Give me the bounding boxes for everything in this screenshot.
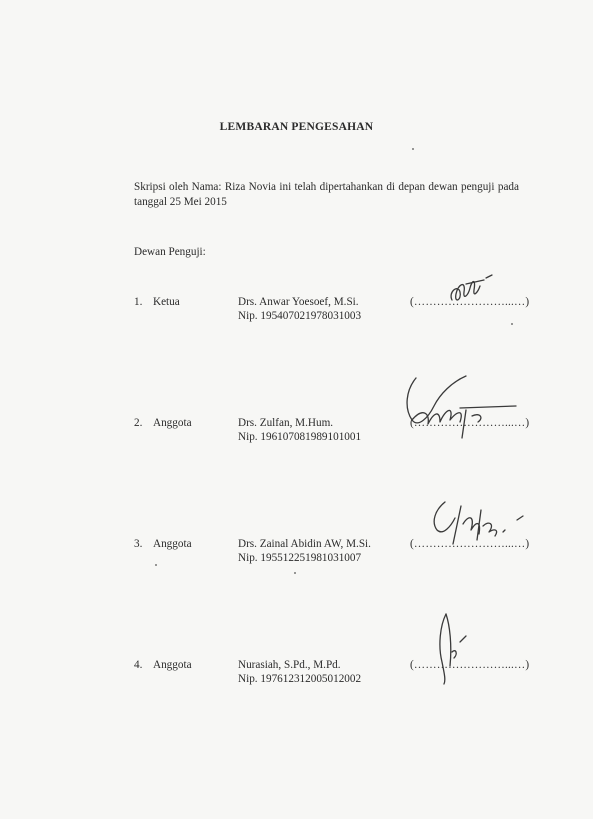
examiner-role: Anggota <box>153 417 192 429</box>
examiner-details <box>238 416 361 444</box>
examiner-nip: Nip. 196107081989101001 <box>238 431 362 443</box>
signature-image <box>432 606 482 686</box>
scan-speck <box>511 323 513 325</box>
examiner-role: Anggota <box>153 659 192 671</box>
examiner-name: Drs. Zainal Abidin AW, M.Si. <box>238 538 371 550</box>
examiner-details <box>238 295 361 323</box>
page-title: LEMBARAN PENGESAHAN <box>219 121 374 133</box>
signature-line: (……………………...…) <box>410 538 530 550</box>
examiner-name: Drs. Zulfan, M.Hum. <box>238 417 334 429</box>
examiner-number: 4. <box>134 659 143 671</box>
signature-line: (……………………...…) <box>410 296 530 308</box>
signature-line: (……………………...…) <box>410 659 530 671</box>
examiner-role: Ketua <box>153 296 180 308</box>
signature-image <box>440 270 500 310</box>
examiner-details <box>238 537 371 565</box>
examiner-nip: Nip. 197612312005012002 <box>238 673 362 685</box>
examiner-name: Nurasiah, S.Pd., M.Pd. <box>238 659 341 671</box>
examiner-details <box>238 658 361 686</box>
signature-line: (……………………...…) <box>410 417 530 429</box>
examiner-nip: Nip. 195512251981031007 <box>238 552 362 564</box>
scan-speck <box>155 564 157 566</box>
examiner-number: 2. <box>134 417 143 429</box>
panel-label: Dewan Penguji: <box>134 246 206 258</box>
examiner-number: 1. <box>134 296 143 308</box>
signature-image <box>425 496 525 552</box>
examiner-nip: Nip. 195407021978031003 <box>238 310 362 322</box>
examiner-name: Drs. Anwar Yoesoef, M.Si. <box>238 296 359 308</box>
scan-speck <box>412 148 414 150</box>
scan-speck <box>294 572 296 574</box>
examiner-number: 3. <box>134 538 143 550</box>
intro-paragraph: Skripsi oleh Nama: Riza Novia ini telah dipertahankan di depan dewan penguji pada tanggal 25 Mei 2015 <box>134 181 519 208</box>
examiner-role: Anggota <box>153 538 192 550</box>
signature-image <box>400 368 520 440</box>
